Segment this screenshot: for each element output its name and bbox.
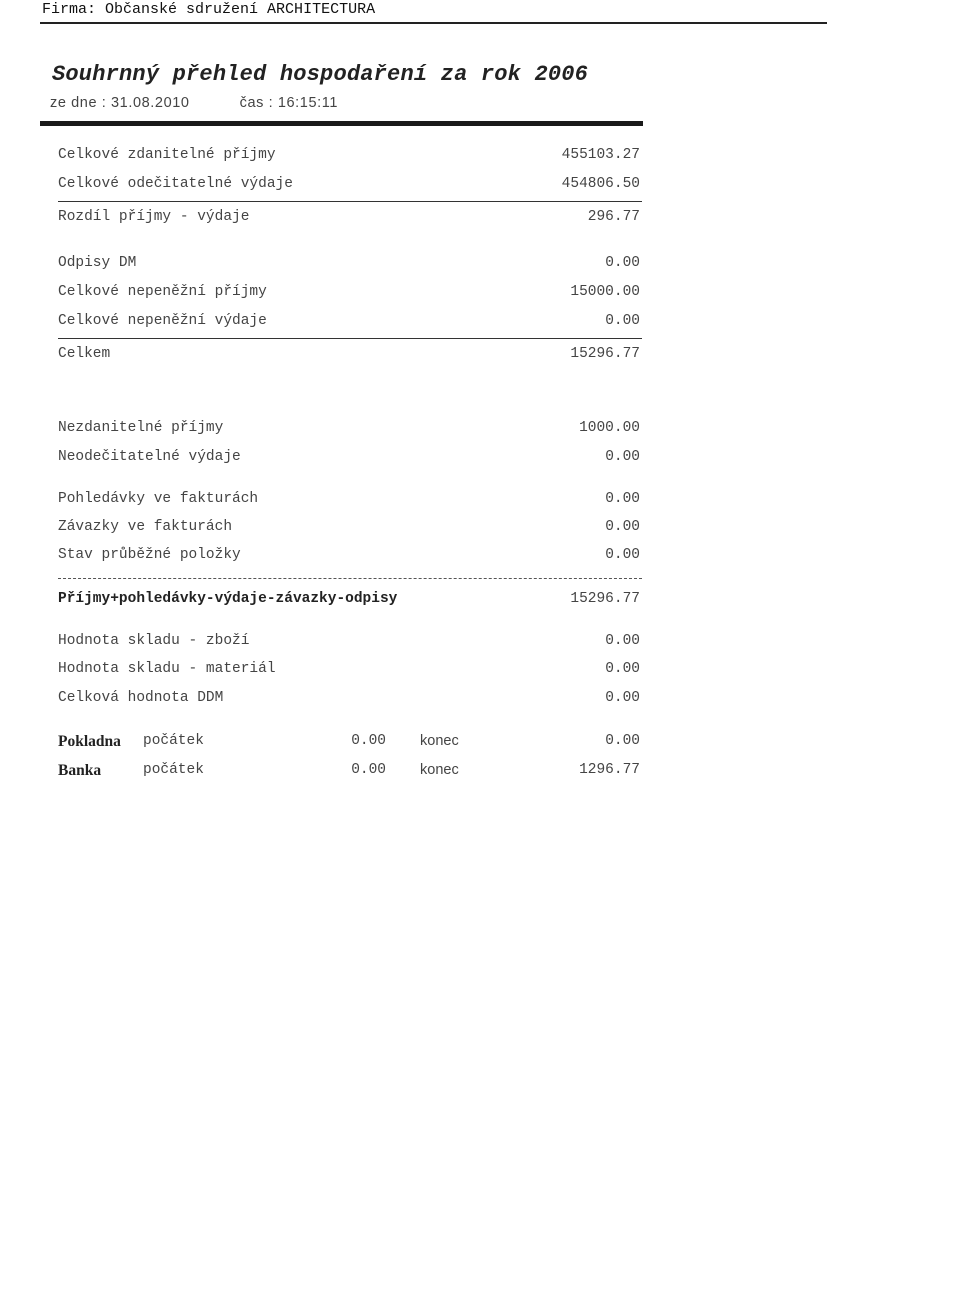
cash-row-pokladna — [58, 733, 640, 755]
row-label: Celková hodnota DDM — [58, 690, 224, 706]
cash-end-label: konec — [420, 733, 459, 749]
row-value: 1000.00 — [579, 420, 640, 436]
row-deductible-expenses — [58, 176, 640, 198]
row-nonmonetary-expenses — [58, 313, 640, 335]
firma-name: Občanské sdružení ARCHITECTURA — [105, 1, 376, 18]
row-label: Neodečitatelné výdaje — [58, 449, 241, 465]
row-ddm-total — [58, 690, 640, 712]
row-label: Nezdanitelné příjmy — [58, 420, 224, 436]
firma-label: Firma: — [42, 1, 97, 18]
row-label: Odpisy DM — [58, 255, 137, 271]
cash-end-label: konec — [420, 762, 459, 778]
row-stock-goods — [58, 633, 640, 655]
cash-start-label: počátek — [143, 762, 204, 778]
row-value: 0.00 — [605, 547, 640, 563]
row-value: 0.00 — [605, 449, 640, 465]
page-title: Souhrnný přehled hospodaření za rok 2006 — [52, 62, 589, 87]
row-value: 15000.00 — [570, 284, 640, 300]
row-value: 15296.77 — [570, 346, 640, 362]
date-label: ze dne : 31.08.2010 — [50, 95, 190, 111]
divider — [58, 338, 642, 339]
row-label: Hodnota skladu - zboží — [58, 633, 250, 649]
row-receivables — [58, 491, 640, 513]
row-value: 0.00 — [605, 661, 640, 677]
row-taxable-income — [58, 147, 640, 169]
row-label: Příjmy+pohledávky-výdaje-závazky-odpisy — [58, 591, 398, 607]
row-value: 454806.50 — [561, 176, 640, 192]
row-stock-material — [58, 661, 640, 683]
row-value: 0.00 — [605, 519, 640, 535]
row-label: Rozdíl příjmy - výdaje — [58, 209, 250, 225]
date-time-line — [50, 95, 338, 111]
row-label: Celkové nepeněžní výdaje — [58, 313, 267, 329]
row-value: 0.00 — [605, 313, 640, 329]
header-rule — [40, 22, 827, 24]
row-value: 0.00 — [605, 690, 640, 706]
row-balance-formula — [58, 591, 640, 613]
row-label: Závazky ve fakturách — [58, 519, 233, 535]
row-nonmonetary-income — [58, 284, 640, 306]
time-label: čas : 16:15:11 — [239, 95, 339, 111]
row-value: 15296.77 — [570, 591, 640, 607]
firma-line — [42, 1, 375, 18]
row-nondeductible-expenses — [58, 449, 640, 471]
dashed-divider — [58, 578, 642, 579]
row-label: Celkové odečitatelné výdaje — [58, 176, 293, 192]
cash-start-value: 0.00 — [351, 733, 386, 749]
row-difference — [58, 209, 640, 231]
cash-name: Banka — [58, 762, 102, 779]
row-depreciation — [58, 255, 640, 277]
cash-row-banka — [58, 762, 640, 784]
row-value: 455103.27 — [561, 147, 640, 163]
cash-end-value: 1296.77 — [579, 762, 640, 778]
cash-name: Pokladna — [58, 733, 121, 750]
row-label: Celkové zdanitelné příjmy — [58, 147, 276, 163]
row-value: 296.77 — [587, 209, 640, 225]
row-pending-item — [58, 547, 640, 569]
row-label: Hodnota skladu - materiál — [58, 661, 276, 677]
row-liabilities — [58, 519, 640, 541]
row-label: Pohledávky ve fakturách — [58, 491, 259, 507]
cash-start-label: počátek — [143, 733, 204, 749]
row-value: 0.00 — [605, 255, 640, 271]
cash-start-value: 0.00 — [351, 762, 386, 778]
row-nontaxable-income — [58, 420, 640, 442]
title-rule — [40, 121, 643, 126]
divider — [58, 201, 642, 202]
row-total — [58, 346, 640, 368]
row-label: Celkové nepeněžní příjmy — [58, 284, 267, 300]
row-value: 0.00 — [605, 491, 640, 507]
row-label: Celkem — [58, 346, 111, 362]
row-value: 0.00 — [605, 633, 640, 649]
row-label: Stav průběžné položky — [58, 547, 241, 563]
cash-end-value: 0.00 — [605, 733, 640, 749]
